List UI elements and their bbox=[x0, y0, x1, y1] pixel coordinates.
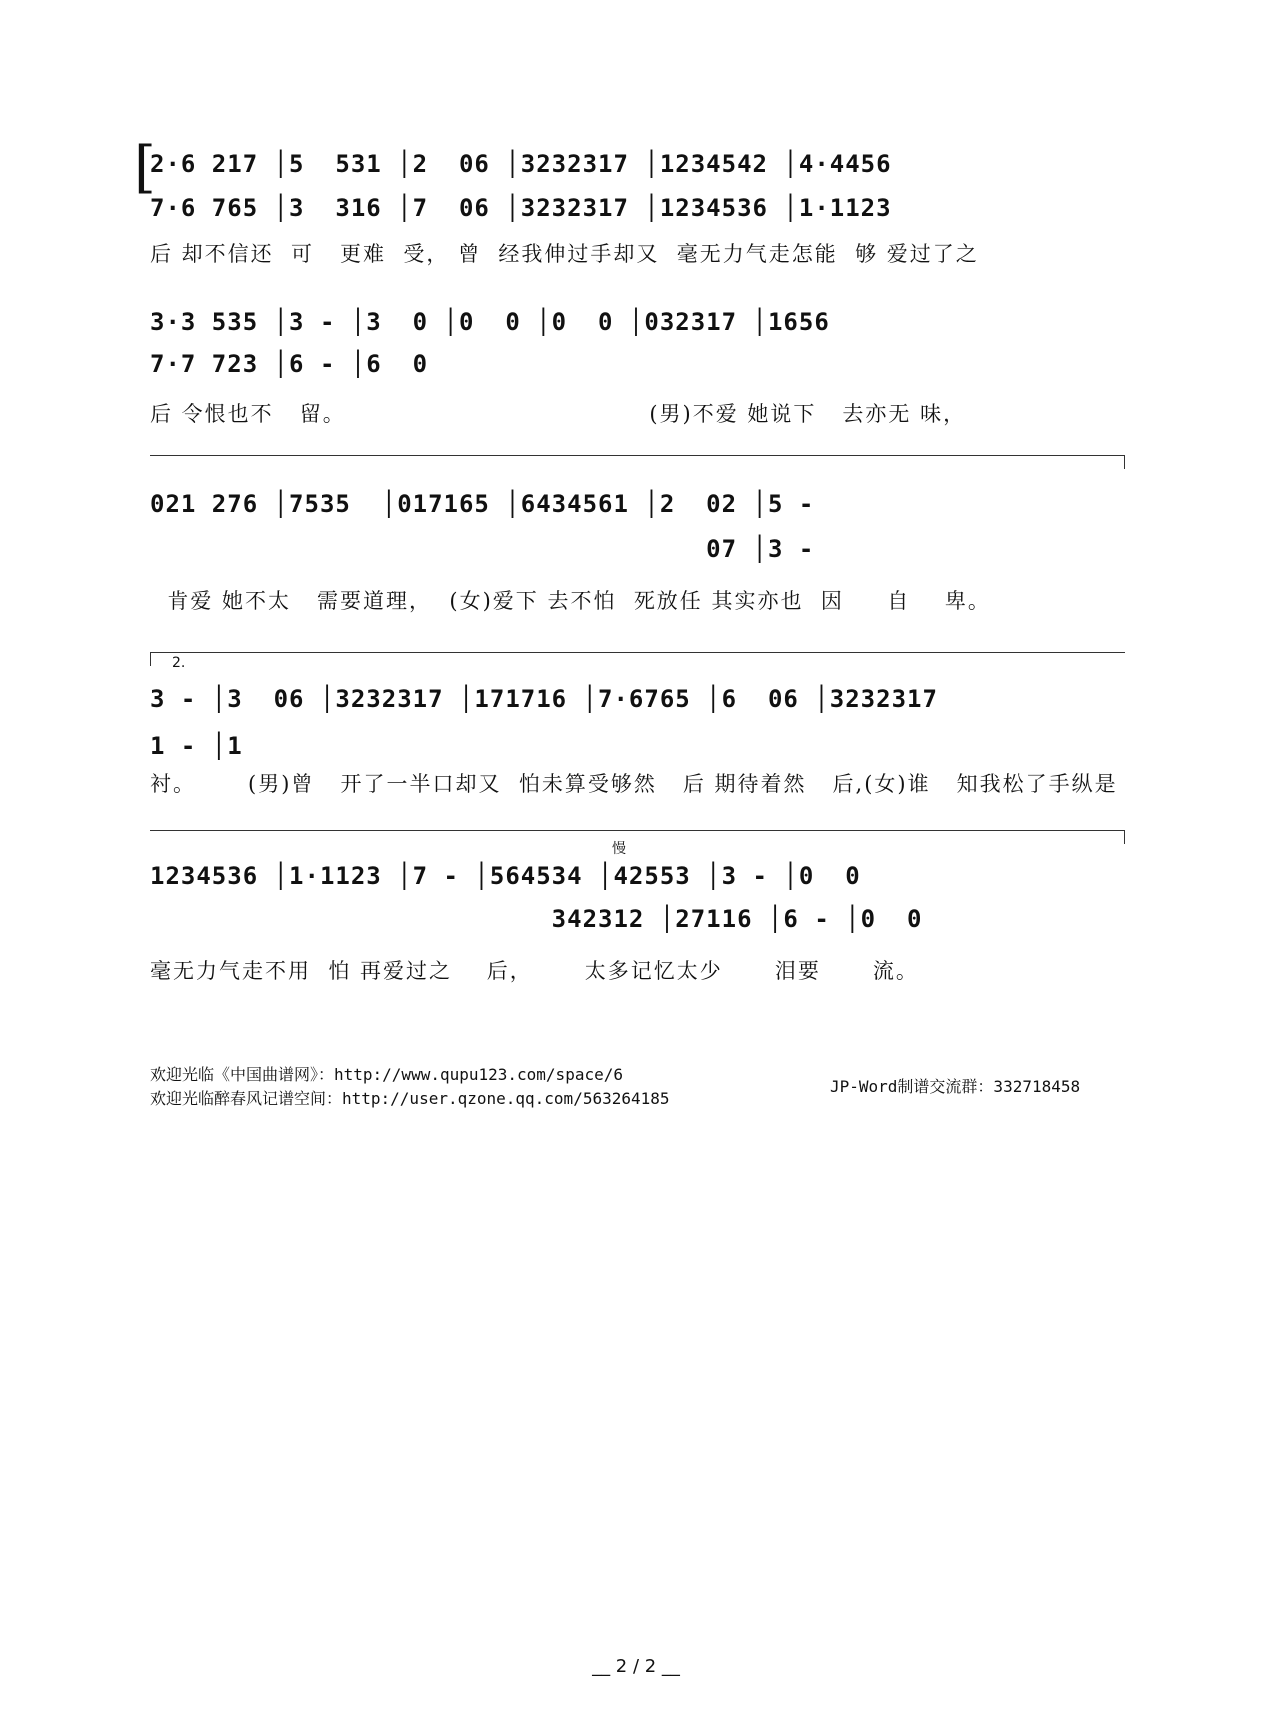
score-row-lower: 342312 │27116 │6 - │0 0 bbox=[150, 905, 923, 933]
score-row-lower: 7·6 765 │3 316 │7 06 │3232317 │1234536 │1·1123 bbox=[150, 194, 892, 222]
page-number: __ 2 / 2 __ bbox=[592, 1656, 680, 1677]
tempo-marking: 慢 bbox=[612, 841, 626, 857]
footer-line-1: 欢迎光临《中国曲谱网》：http://www.qupu123.com/space/6 bbox=[150, 1065, 623, 1084]
volta-line bbox=[150, 455, 1125, 456]
volta-tick bbox=[1124, 455, 1125, 469]
footer-line-2: 欢迎光临醉春风记谱空间：http://user.qzone.qq.com/563264185 bbox=[150, 1089, 670, 1108]
volta-line bbox=[150, 830, 1125, 831]
score-row-lower: 07 │3 - bbox=[150, 535, 815, 563]
score-row-upper: 021 276 │7535 │017165 │6434561 │2 02 │5 - bbox=[150, 490, 815, 518]
volta-line bbox=[150, 652, 1125, 653]
score-row-upper: 3 - │3 06 │3232317 │171716 │7·6765 │6 06 │3232317 bbox=[150, 685, 938, 713]
lyric-line: 后 却不信还 可 更难 受， 曾 经我伸过手却又 毫无力气走怎能 够 爱过了之 bbox=[150, 242, 979, 266]
volta-ending-label: 2. bbox=[172, 655, 186, 671]
score-row-lower: 7·7 723 │6 - │6 0 bbox=[150, 350, 429, 378]
system-bracket: [ bbox=[134, 135, 156, 200]
lyric-line: 后 令恨也不 留。 (男)不爱 她说下 去亦无 味， bbox=[150, 402, 967, 426]
lyric-line: 毫无力气走不用 怕 再爱过之 后， 太多记忆太少 泪要 流。 bbox=[150, 959, 919, 983]
volta-tick bbox=[1124, 830, 1125, 844]
score-row-upper: 3·3 535 │3 - │3 0 │0 0 │0 0 │032317 │1656 bbox=[150, 308, 830, 336]
score-row-upper: 2·6 217 │5 531 │2 06 │3232317 │1234542 │4·4456 bbox=[150, 150, 892, 178]
lyric-line: 肯爱 她不太 需要道理， (女)爱下 去不怕 死放任 其实亦也 因 自 卑。 bbox=[150, 589, 991, 613]
lyric-line: 衬。 (男)曾 开了一半口却又 怕未算受够然 后 期待着然 后,(女)谁 知我松了手纵是 bbox=[150, 772, 1118, 796]
score-row-upper: 1234536 │1·1123 │7 - │564534 │42553 │3 - │0 0 bbox=[150, 862, 861, 890]
score-row-lower: 1 - │1 bbox=[150, 732, 243, 760]
footer-group-info: JP-Word制谱交流群：332718458 bbox=[830, 1077, 1081, 1096]
volta-tick bbox=[150, 652, 151, 666]
